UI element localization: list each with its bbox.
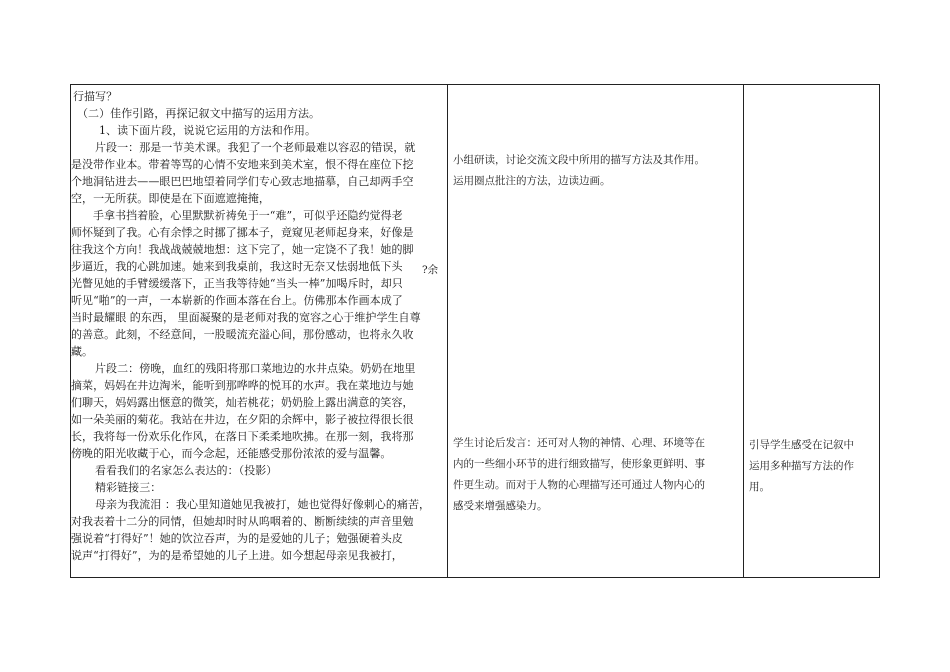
content-line: 光瞥见她的手臂缓缓落下，正当我等待她“当头一棒”加喝斥时，却只 bbox=[71, 277, 403, 290]
stray-marker: ?余 bbox=[422, 264, 439, 276]
content-line: 片段二：傍晚，血红的残阳将那口菜地边的水井点染。奶奶在地里 bbox=[95, 362, 416, 375]
activity-line: 内的一些细小环节的进行细致描写，使形象更鲜明、事 bbox=[453, 458, 705, 470]
activity-line: 感受来增强感染力。 bbox=[453, 500, 548, 512]
activity-line: 运用圈点批注的方法，边读边画。 bbox=[453, 175, 611, 187]
content-line: 母亲为我流泪 ：我心里知道她见我被打，她也觉得好像刺心的痛苦， bbox=[95, 498, 431, 511]
lesson-plan-table bbox=[70, 84, 880, 578]
section-heading: （二）佳作引路，再探记叙文中描写的运用方法。 bbox=[77, 107, 321, 120]
activity-line: 件更生动。而对于人物的心理描写还可通过人物内心的 bbox=[453, 479, 705, 491]
intent-line: 用。 bbox=[749, 481, 770, 493]
content-line: 看看我们的名家怎么表达的：（投影） bbox=[95, 464, 278, 477]
content-line: 听见“啪”的一声，一本崭新的作画本落在台上。仿佛那本作画本成了 bbox=[71, 294, 403, 307]
content-line: 长，我将每一份欢乐化作风，在落日下柔柔地吹拂。在那一刻，我将那 bbox=[71, 430, 414, 443]
intent-line: 运用多种描写方法的作 bbox=[749, 460, 854, 472]
activity-line: 小组研读，讨论交流文段中所用的描写方法及其作用。 bbox=[453, 154, 705, 166]
content-line: 手拿书挡着脸，心里默默祈祷免于一“难”，可似乎还隐约觉得老 bbox=[93, 209, 403, 222]
content-line: 往我这个方向！我战战兢兢地想：这下完了，她一定饶不了我！她的脚 bbox=[71, 243, 414, 256]
content-line: 强说着“打得好”！她的饮泣吞声，为的是爱她的儿子；勉强硬着头皮 bbox=[71, 532, 403, 545]
activity-line: 学生讨论后发言：还可对人物的神情、心理、环境等在 bbox=[453, 437, 705, 449]
content-line: 是没带作业本。带着等骂的心情不安地来到美术室，恨不得在座位下挖 bbox=[71, 158, 414, 171]
content-line: 如一朵美丽的菊花。我站在井边，在夕阳的余辉中，影子被拉得很长很 bbox=[71, 413, 414, 426]
intent-line: 引导学生感受在记叙中 bbox=[749, 439, 854, 451]
content-line: 藏。 bbox=[71, 345, 94, 358]
content-line: 个地洞钻进去——眼巴巴地望着同学们专心致志地描摹，自己却两手空 bbox=[71, 175, 414, 188]
content-line: 对我表着十二分的同情，但她却时时从呜咽着的、断断续续的声音里勉 bbox=[71, 515, 414, 528]
content-line: 们聊天，妈妈露出惬意的微笑，灿若桃花；奶奶脸上露出满意的笑容， bbox=[71, 396, 414, 409]
content-line: 行描写？ bbox=[73, 90, 118, 103]
content-line: 说声“打得好”，为的是希望她的儿子上进。如今想起母亲见我被打， bbox=[71, 549, 403, 562]
content-line: 的善意。此刻，不经意间，一股暖流充溢心间，那份感动，也将永久收 bbox=[71, 328, 414, 341]
content-line: 摘菜，妈妈在井边淘米，能听到那哗哗的悦耳的水声。我在菜地边与她 bbox=[71, 379, 414, 392]
content-line: 傍晚的阳光收藏于心，而今念起，还能感受那份浓浓的爱与温馨。 bbox=[71, 447, 392, 460]
content-line: 当时最耀眼 的东西， 里面凝聚的是老师对我的宽容之心于维护学生自尊 bbox=[71, 311, 421, 324]
content-line: 步逼近，我的心跳加速。她来到我桌前，我这时无奈又怯弱地低下头 bbox=[71, 260, 403, 273]
design-intent-column bbox=[743, 85, 880, 577]
content-line: 1、读下面片段，说说它运用的方法和作用。 bbox=[99, 124, 316, 137]
content-line: 精彩链接三： bbox=[95, 481, 162, 494]
teaching-content-column bbox=[71, 85, 447, 577]
content-line: 师怀疑到了我。心有余悸之时挪了挪本子，竟窥见老师起身来，好像是 bbox=[71, 226, 414, 239]
student-activity-column bbox=[447, 85, 743, 577]
content-line: 片段一：那是一节美术课。我犯了一个老师最难以容忍的错误，就 bbox=[95, 141, 416, 154]
content-line: 空，一无所获。即使是在下面遮遮掩掩， bbox=[71, 192, 270, 205]
